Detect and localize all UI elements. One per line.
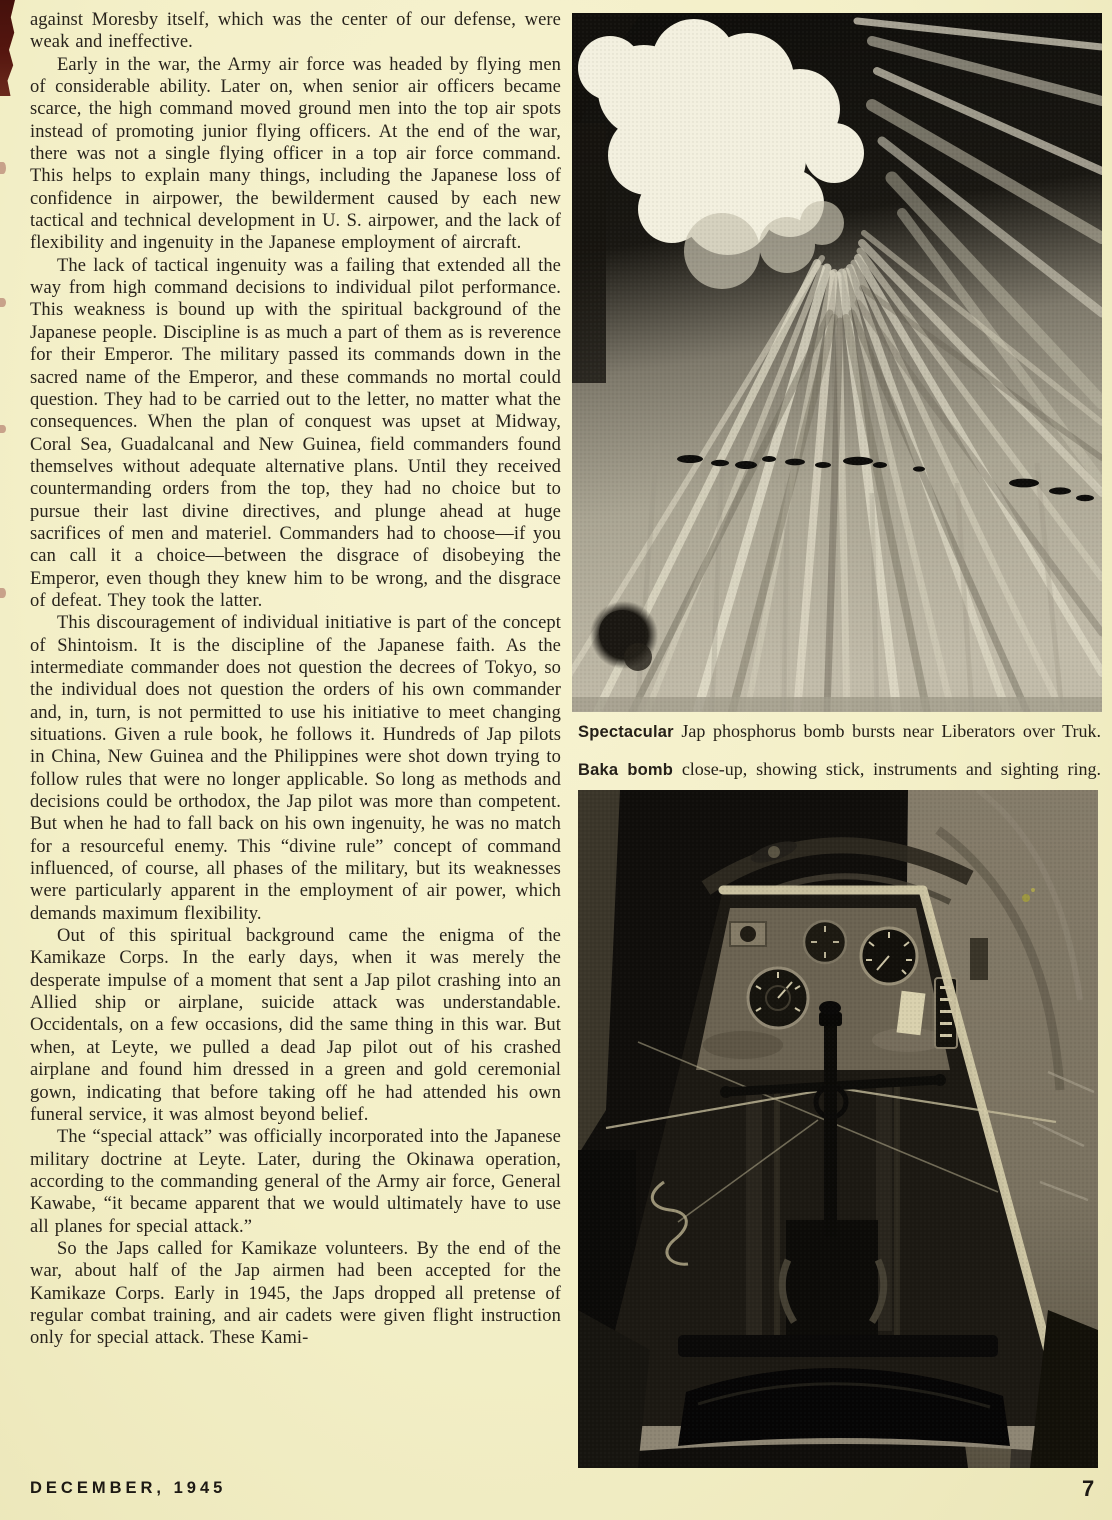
caption-bottom-photo xyxy=(578,758,1101,782)
torn-page-edge xyxy=(0,0,15,96)
page-edge-speck xyxy=(0,298,6,307)
article-paragraph: The “special attack” was officially incorporated into the Japanese military doctrine at Leyte. Later, during the Okinawa operation, according to the commanding general of the Army air force, General Kawabe, “it became apparent that we would ultimately have to use all planes for special attack.” xyxy=(30,1127,561,1237)
article-paragraph: Early in the war, the Army air force was headed by flying men of considerable ability. Later on, when senior air officers became scarce, the high command moved ground men into the top air spots instead of promoting junior flying officers. At the end of the war, there was not a single flying officer in a top air force command. This helps to explain many things, including the Japanese loss of confidence in airpower, the bewilderment caused by each new tactical and technical development in U. S. airpower, and the lack of flexibility and ingenuity in the Japanese employment of aircraft. xyxy=(30,54,561,254)
footer-issue-date: DECEMBER, 1945 xyxy=(30,1479,227,1497)
article-paragraph: This discouragement of individual initiative is part of the concept of Shintoism. It is the discipline of the Japanese faith. As the intermediate commander does not question the decrees of Tokyo, so the individual does not question the orders of his own commander and, in, turn, is not permitted to use his initiative to meet changing situations. Given a rule book, he follows it. Hundreds of Jap pilots in China, New Guinea and the Philippines were shot down trying to follow rules that were no longer applicable. So long as methods and decisions could be orthodox, the Jap pilot was more than competent. But when he had to fall back on his own ingenuity, he was no match for a resourceful enemy. This “divine rule” concept of command influenced, of course, all phases of the military, but its weaknesses were particularly apparent in the employment of air power, which demands maximum flexibility. xyxy=(30,613,561,924)
caption-lead-baka-bomb: Baka bomb xyxy=(578,761,674,779)
page-number: 7 xyxy=(1082,1476,1095,1501)
article-paragraph: The lack of tactical ingenuity was a failing that extended all the way from high command decisions to individual pilot performance. This weakness is bound up with the spiritual background of the Japanese people. Discipline is as much a part of them as is reverence for their Emperor. The military passed its commands down in the sacred name of the Emperor, and these commands no mortal could question. They had to be carried out to the letter, no matter what the consequences. When the plan of conquest was upset at Midway, Coral Sea, Guadalcanal and New Guinea, field commanders found themselves without adequate alternative plans. Until they received countermanding orders from the top, they had no choice but to pursue their last divine directives, and plunge ahead at huge sacrifices of men and materiel. Commanders had to choose—if you can call it a choice—between the disgrace of disobeying the Emperor, even though they knew him to be wrong, and the disgrace of defeat. They took the latter. xyxy=(30,255,561,611)
article-paragraph: Out of this spiritual background came the enigma of the Kamikaze Corps. In the early days, when it was merely the desperate impulse of a moment that sent a Jap pilot crashing into an Allied ship or airplane, suicide attack was understandable. Occidentals, on a few occasions, did the same thing in this war. But when, at Leyte, we pulled a dead Jap pilot out of his crashed airplane and found him dressed in a green and gold ceremonial gown, indicating that before taking off he had attended his own funeral service, it was almost beyond belief. xyxy=(30,926,561,1125)
caption-text: Jap phosphorus bomb bursts near Liberators over Truk. xyxy=(673,721,1101,741)
page-edge-speck xyxy=(0,425,6,433)
photo-baka-bomb-cockpit xyxy=(578,790,1098,1468)
caption-lead-spectacular: Spectacular xyxy=(578,723,674,741)
article-paragraph: So the Japs called for Kamikaze volunteers. By the end of the war, about half of the Jap airmen had been accepted for the Kamikaze Corps. Early in 1945, the Japs dropped all pretense of regular combat training, and air cadets were given flight instruction only for special attack. These Kami- xyxy=(30,1238,561,1349)
page-edge-speck xyxy=(0,588,6,598)
article-paragraph: against Moresby itself, which was the center of our defense, were weak and ineffective. xyxy=(30,10,561,53)
article-text-column xyxy=(30,9,561,1350)
page-edge-speck xyxy=(0,162,6,174)
caption-top-photo xyxy=(578,720,1101,744)
photo-phosphorus-bomb-burst xyxy=(572,13,1102,712)
caption-text: close-up, showing stick, instruments and sighting ring. xyxy=(673,759,1101,779)
